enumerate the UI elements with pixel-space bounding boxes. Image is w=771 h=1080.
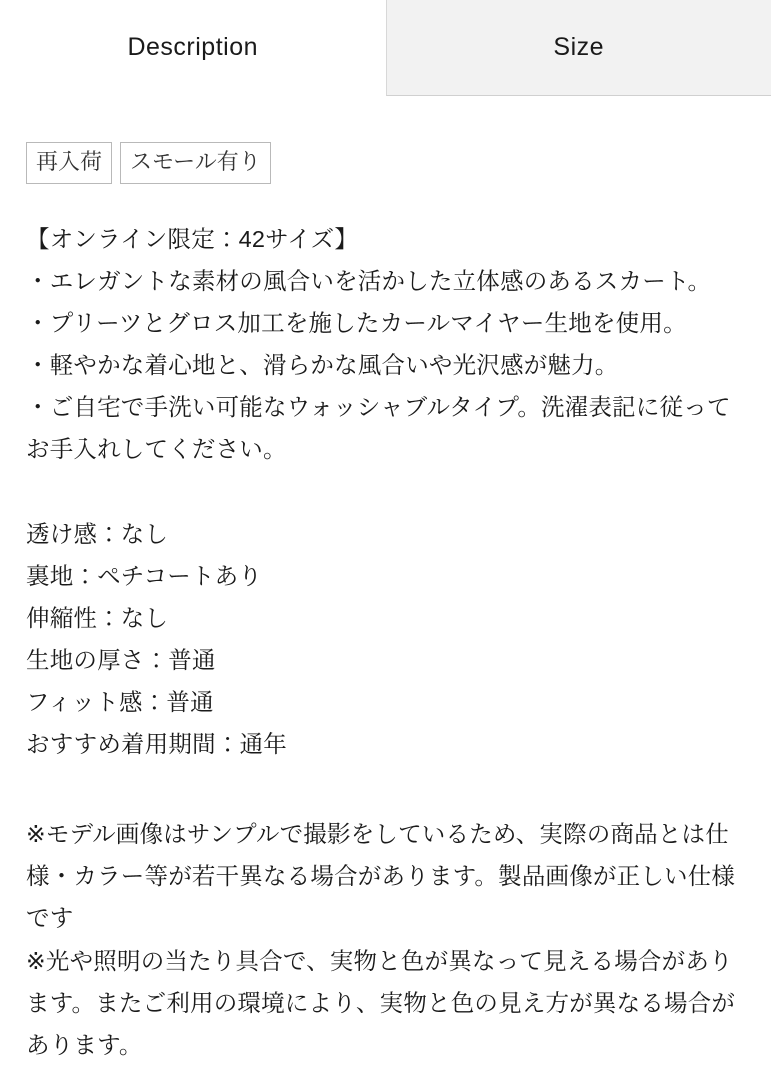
description-line: 【オンライン限定：42サイズ】 (26, 226, 359, 252)
product-notes (26, 813, 745, 1065)
product-detail-tabs (0, 0, 771, 96)
tab-size-label: Size (553, 33, 605, 61)
status-badge-restock: 再入荷 (26, 142, 112, 184)
description-line: ・軽やかな着心地と、滑らかな風合いや光沢感が魅力。 (26, 352, 619, 379)
tab-size[interactable] (386, 0, 771, 96)
spec-item: 透け感：なし (26, 521, 169, 548)
description-line: ・エレガントな素材の風合いを活かした立体感のあるスカート。 (26, 268, 712, 295)
spec-item: 伸縮性：なし (26, 605, 169, 632)
note-item: ※モデル画像はサンプルで撮影をしているため、実際の商品とは仕様・カラー等が若干異なる場合があります。製品画像が正しい仕様です (26, 821, 736, 932)
spec-item: 裏地：ペチコートあり (26, 563, 263, 590)
spec-item: おすすめ着用期間：通年 (26, 730, 287, 757)
spec-item: フィット感：普通 (26, 688, 214, 715)
spec-item: 生地の厚さ：普通 (26, 646, 216, 673)
badge-row (26, 142, 745, 184)
status-badge-small-available: スモール有り (120, 142, 271, 184)
description-panel (0, 142, 771, 1066)
tab-description-label: Description (127, 32, 259, 61)
tab-description[interactable] (0, 0, 386, 96)
description-line: ・プリーツとグロス加工を施したカールマイヤー生地を使用。 (26, 310, 687, 337)
description-line: ・ご自宅で手洗い可能なウォッシャブルタイプ。洗濯表記に従ってお手入れしてください。 (26, 394, 731, 463)
note-item: ※光や照明の当たり具合で、実物と色が異なって見える場合があります。またご利用の環境により、実物と色の見え方が異なる場合があります。 (26, 947, 736, 1058)
product-description (26, 218, 745, 470)
product-spec-list (26, 514, 745, 765)
